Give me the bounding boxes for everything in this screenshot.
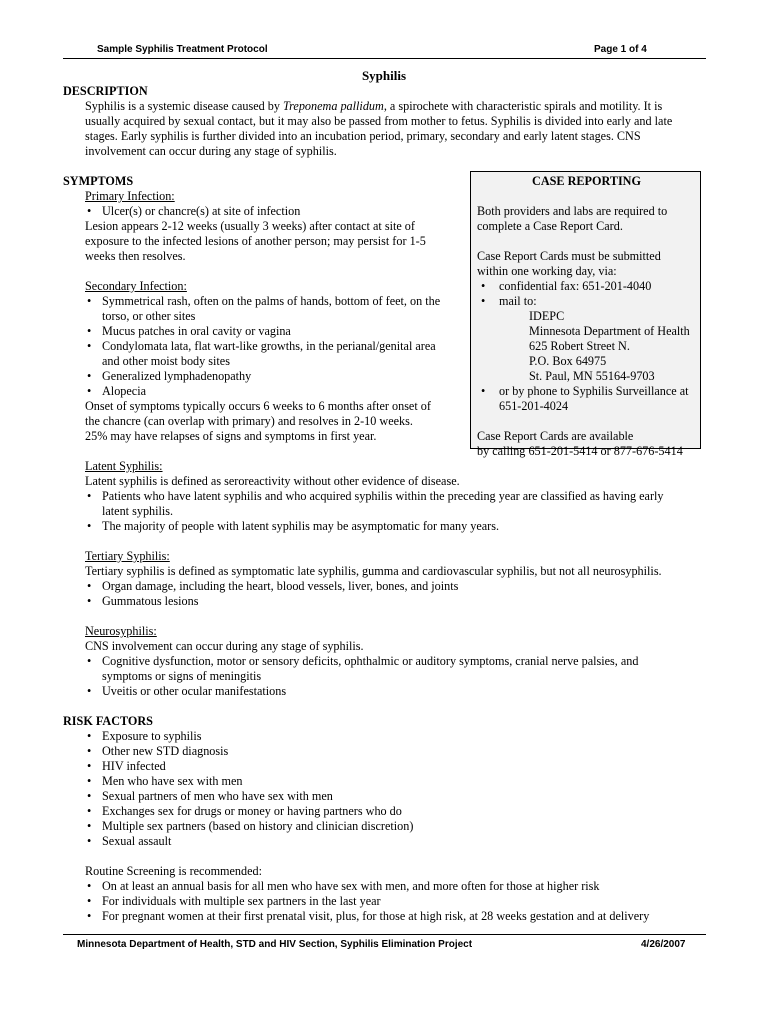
list-item: • Uveitis or other ocular manifestations <box>63 684 705 699</box>
neuro-text: CNS involvement can occur during any stage of syphilis. <box>85 639 364 653</box>
neuro-bullets <box>63 654 705 699</box>
list-item: • Gummatous lesions <box>63 594 705 609</box>
neurosyphilis-label: Neurosyphilis: <box>85 624 157 638</box>
case-reporting-box <box>470 171 701 458</box>
description-line-1: Syphilis is a systemic disease caused by Treponema pallidum, a spirochete with characteristic spirals and motility. It is <box>85 99 663 113</box>
case-reporting-title: CASE REPORTING <box>532 174 641 188</box>
list-item: • Condylomata lata, flat wart-like growths, in the perianal/genital area and other moist body sites <box>63 339 705 369</box>
list-item: • Alopecia <box>63 384 705 399</box>
list-item: • Ulcer(s) or chancre(s) at site of infection <box>63 204 705 219</box>
organism-name: Treponema pallidum <box>283 99 384 113</box>
list-item: • confidential fax: 651-201-4040 <box>477 279 696 294</box>
list-item: • Exposure to syphilis <box>63 729 705 744</box>
list-item: • HIV infected <box>63 759 705 774</box>
secondary-infection-label: Secondary Infection: <box>85 279 187 293</box>
latent-syphilis-label: Latent Syphilis: <box>85 459 163 473</box>
latent-bullets <box>63 489 705 534</box>
description-line-4: involvement can occur during any stage of syphilis. <box>85 144 337 158</box>
list-item: • Generalized lymphadenopathy <box>63 369 705 384</box>
description-heading: DESCRIPTION <box>63 84 148 98</box>
list-item: • Multiple sex partners (based on history and clinician discretion) <box>63 819 705 834</box>
list-item: • On at least an annual basis for all men who have sex with men, and more often for those at higher risk <box>63 879 705 894</box>
list-item: • Cognitive dysfunction, motor or sensory deficits, ophthalmic or auditory symptoms, cranial nerve palsies, and symptoms or signs of meningitis <box>63 654 705 684</box>
list-item: • Exchanges sex for drugs or money or having partners who do <box>63 804 705 819</box>
description-paragraph <box>63 99 705 159</box>
secondary-text: Onset of symptoms typically occurs 6 weeks to 6 months after onset of the chancre (can overlap with primary) and resolves in 2-10 weeks. 25% may have relapses of signs and symptoms in first year. <box>85 399 431 443</box>
screening-bullets <box>63 879 705 924</box>
symptoms-heading: SYMPTOMS <box>63 174 134 188</box>
list-item: • mail to: <box>477 294 696 309</box>
list-item: • Organ damage, including the heart, blood vessels, liver, bones, and joints <box>63 579 705 594</box>
list-item: • Men who have sex with men <box>63 774 705 789</box>
list-item: • Sexual partners of men who have sex with men <box>63 789 705 804</box>
header-rule <box>63 58 706 59</box>
case-reporting-phone <box>477 384 696 414</box>
list-item: • For individuals with multiple sex partners in the last year <box>63 894 705 909</box>
footer-rule <box>63 934 706 935</box>
list-item: • or by phone to Syphilis Surveillance at 651-201-4024 <box>477 384 696 414</box>
case-reporting-availability: Case Report Cards are available by calling 651-201-5414 or 877-676-5414 <box>477 429 683 458</box>
latent-text: Latent syphilis is defined as seroreactivity without other evidence of disease. <box>85 474 460 488</box>
list-item: • Patients who have latent syphilis and who acquired syphilis within the preceding year are classified as having early latent syphilis. <box>63 489 705 519</box>
case-reporting-methods <box>477 279 696 309</box>
description-line-2: usually acquired by sexual contact, but it may also be passed from mother to fetus. Syphilis is divided into early and late <box>85 114 673 128</box>
list-item: • The majority of people with latent syphilis may be asymptomatic for many years. <box>63 519 705 534</box>
primary-infection-label: Primary Infection: <box>85 189 175 203</box>
footer-source: Minnesota Department of Health, STD and HIV Section, Syphilis Elimination Project <box>77 939 473 950</box>
tertiary-bullets <box>63 579 705 609</box>
list-item: • Other new STD diagnosis <box>63 744 705 759</box>
risk-factor-bullets <box>63 729 705 849</box>
case-reporting-requirement: Both providers and labs are required to complete a Case Report Card. <box>477 204 668 233</box>
list-item: • Symmetrical rash, often on the palms of hands, bottom of feet, on the torso, or other sites <box>63 294 705 324</box>
tertiary-text: Tertiary syphilis is defined as symptomatic late syphilis, gumma and cardiovascular syphilis, but not all neurosyphilis. <box>85 564 662 578</box>
case-reporting-submission: Case Report Cards must be submitted within one working day, via: <box>477 249 661 278</box>
page-title: Syphilis <box>361 68 407 83</box>
list-item: • Mucus patches in oral cavity or vagina <box>63 324 705 339</box>
footer-date: 4/26/2007 <box>641 939 686 950</box>
header-title: Sample Syphilis Treatment Protocol <box>97 44 268 55</box>
list-item: • For pregnant women at their first prenatal visit, plus, for those at high risk, at 28 weeks gestation and at delivery <box>63 909 705 924</box>
description-line-3: stages. Early syphilis is further divided into an incubation period, primary, secondary and early latent stages. CNS <box>85 129 641 143</box>
list-item: • Sexual assault <box>63 834 705 849</box>
page-number: Page 1 of 4 <box>594 44 647 55</box>
primary-text: Lesion appears 2-12 weeks (usually 3 weeks) after contact at site of exposure to the infected lesions of another person; may persist for 1-5 weeks then resolves. <box>85 219 426 263</box>
mailing-address: IDEPC Minnesota Department of Health 625 Robert Street N. P.O. Box 64975 St. Paul, MN 55164-9703 <box>529 309 690 383</box>
tertiary-syphilis-label: Tertiary Syphilis: <box>85 549 170 563</box>
screening-label: Routine Screening is recommended: <box>85 864 263 878</box>
risk-factors-heading: RISK FACTORS <box>63 714 153 728</box>
